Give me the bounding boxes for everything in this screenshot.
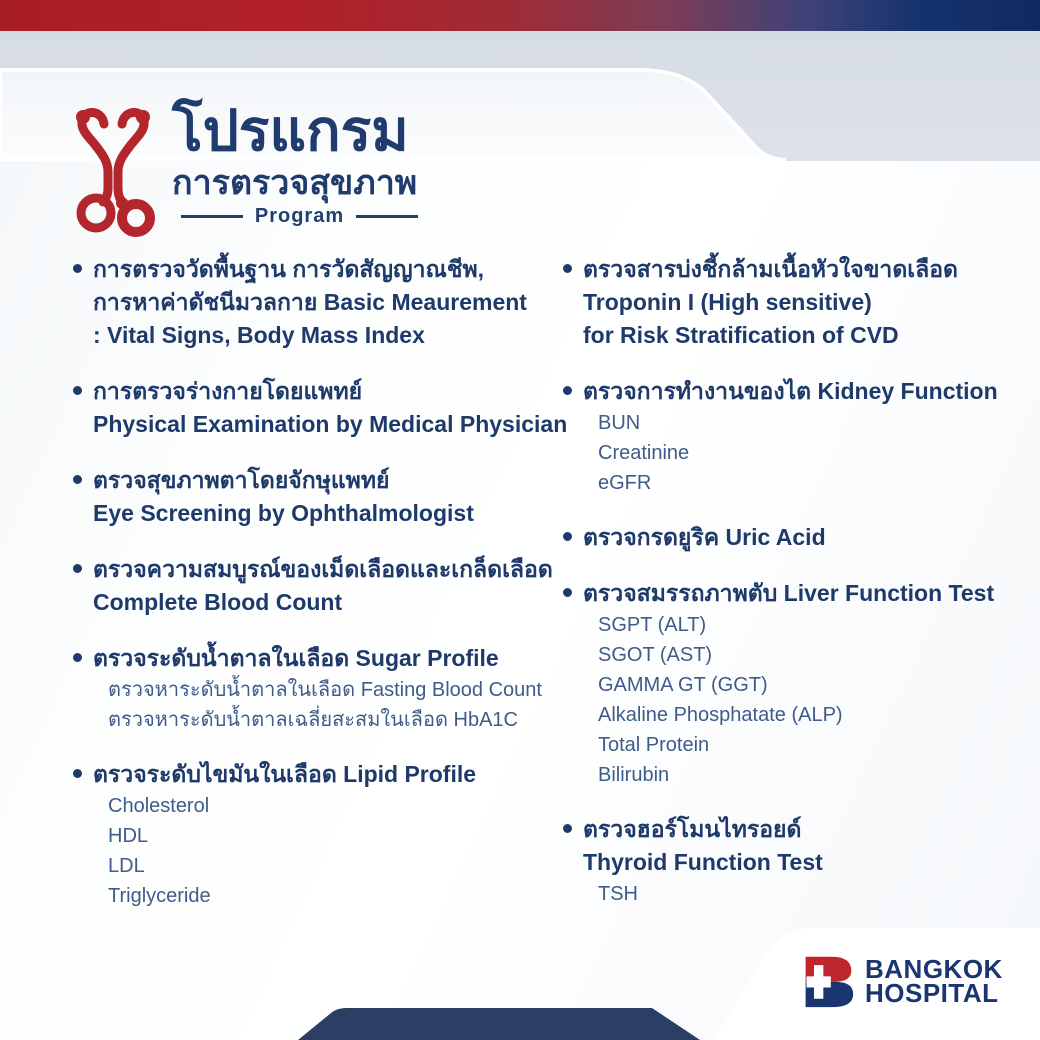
item-title-line: ตรวจสมรรถภาพตับ Liver Function Test <box>583 580 995 606</box>
program-label: Program <box>254 205 345 227</box>
checkup-column-left <box>73 253 568 934</box>
checkup-item <box>563 813 1028 909</box>
item-sub-line: Bilirubin <box>598 764 670 786</box>
checkup-item <box>563 577 1028 790</box>
bullet-dot <box>73 386 82 395</box>
item-title-line: ตรวจสุขภาพตาโดยจักษุแพทย์ <box>93 467 390 493</box>
bullet-dot <box>73 475 82 484</box>
item-title-line: ตรวจระดับไขมันในเลือด Lipid Profile <box>93 761 477 787</box>
item-title-line: ตรวจสารบ่งชี้กล้ามเนื้อหัวใจขาดเลือด <box>583 256 958 282</box>
item-sub-line: ตรวจหาระดับน้ำตาลในเลือด Fasting Blood Count <box>108 679 542 701</box>
program-title-block <box>172 100 592 228</box>
checkup-item <box>73 642 553 735</box>
checkup-item <box>73 464 553 530</box>
hospital-logo-text <box>865 954 1003 1008</box>
program-row <box>172 205 427 228</box>
checkup-item <box>73 253 553 352</box>
stethoscope-icon <box>70 100 170 240</box>
bullet-dot <box>73 653 82 662</box>
brand-line-2: HOSPITAL <box>865 978 999 1008</box>
item-title-line: ตรวจความสมบูรณ์ของเม็ดเลือดและเกล็ดเลือด <box>93 556 553 582</box>
bullet-dot <box>563 588 572 597</box>
brand-line-1: BANGKOK <box>865 954 1003 984</box>
left-rule <box>181 215 243 218</box>
item-title-line: : Vital Signs, Body Mass Index <box>93 322 425 348</box>
item-title-line: Troponin I (High sensitive) <box>583 289 872 315</box>
item-title-line: การหาค่าดัชนีมวลกาย Basic Meaurement <box>93 289 527 315</box>
subtitle-thai: การตรวจสุขภาพ <box>172 164 418 202</box>
item-sub-line: HDL <box>108 825 149 847</box>
item-sub-line: Cholesterol <box>108 795 210 817</box>
item-sub-line: GAMMA GT (GGT) <box>598 674 768 696</box>
title-thai: โปรแกรม <box>172 99 409 163</box>
top-gradient-bar <box>0 0 1040 31</box>
item-title-line: Eye Screening by Ophthalmologist <box>93 500 474 526</box>
checkup-item <box>73 553 553 619</box>
checkup-item <box>73 758 553 911</box>
item-sub-line: BUN <box>598 412 641 434</box>
bangkok-hospital-mark-icon <box>800 953 856 1009</box>
item-title-line: ตรวจฮอร์โมนไทรอยด์ <box>583 816 802 842</box>
checkup-item <box>563 253 1028 352</box>
item-title-line: ตรวจระดับน้ำตาลในเลือด Sugar Profile <box>93 645 499 671</box>
item-sub-line: SGPT (ALT) <box>598 614 707 636</box>
checkup-column-right <box>563 253 1028 932</box>
bullet-dot <box>73 564 82 573</box>
bullet-dot <box>563 824 572 833</box>
item-sub-line: LDL <box>108 855 145 877</box>
footer-navy-band <box>298 1008 700 1040</box>
item-title-line: for Risk Stratification of CVD <box>583 322 899 348</box>
checkup-item <box>73 375 568 441</box>
item-sub-line: Triglyceride <box>108 885 211 907</box>
item-title-line: Thyroid Function Test <box>583 849 823 875</box>
item-title-line: การตรวจร่างกายโดยแพทย์ <box>93 378 363 404</box>
item-title-line: ตรวจการทำงานของไต Kidney Function <box>583 378 998 404</box>
bullet-dot <box>73 264 82 273</box>
item-title-line: Complete Blood Count <box>93 589 343 615</box>
item-sub-line: TSH <box>598 883 638 905</box>
bullet-dot <box>563 386 572 395</box>
checkup-item <box>563 521 1028 554</box>
item-title-line: การตรวจวัดพื้นฐาน การวัดสัญญาณชีพ, <box>93 256 485 282</box>
hospital-logo <box>800 953 1003 1009</box>
item-sub-line: Alkaline Phosphatate (ALP) <box>598 704 843 726</box>
item-title-line: Physical Examination by Medical Physician <box>93 411 568 437</box>
item-sub-line: SGOT (AST) <box>598 644 713 666</box>
checkup-item <box>563 375 1028 498</box>
bullet-dot <box>563 264 572 273</box>
item-sub-line: eGFR <box>598 472 652 494</box>
bullet-dot <box>563 532 572 541</box>
item-sub-line: Creatinine <box>598 442 690 464</box>
item-sub-line: ตรวจหาระดับน้ำตาลเฉลี่ยสะสมในเลือด HbA1C <box>108 709 518 731</box>
item-title-line: ตรวจกรดยูริค Uric Acid <box>583 524 826 550</box>
bullet-dot <box>73 769 82 778</box>
item-sub-line: Total Protein <box>598 734 710 756</box>
right-rule <box>356 215 418 218</box>
